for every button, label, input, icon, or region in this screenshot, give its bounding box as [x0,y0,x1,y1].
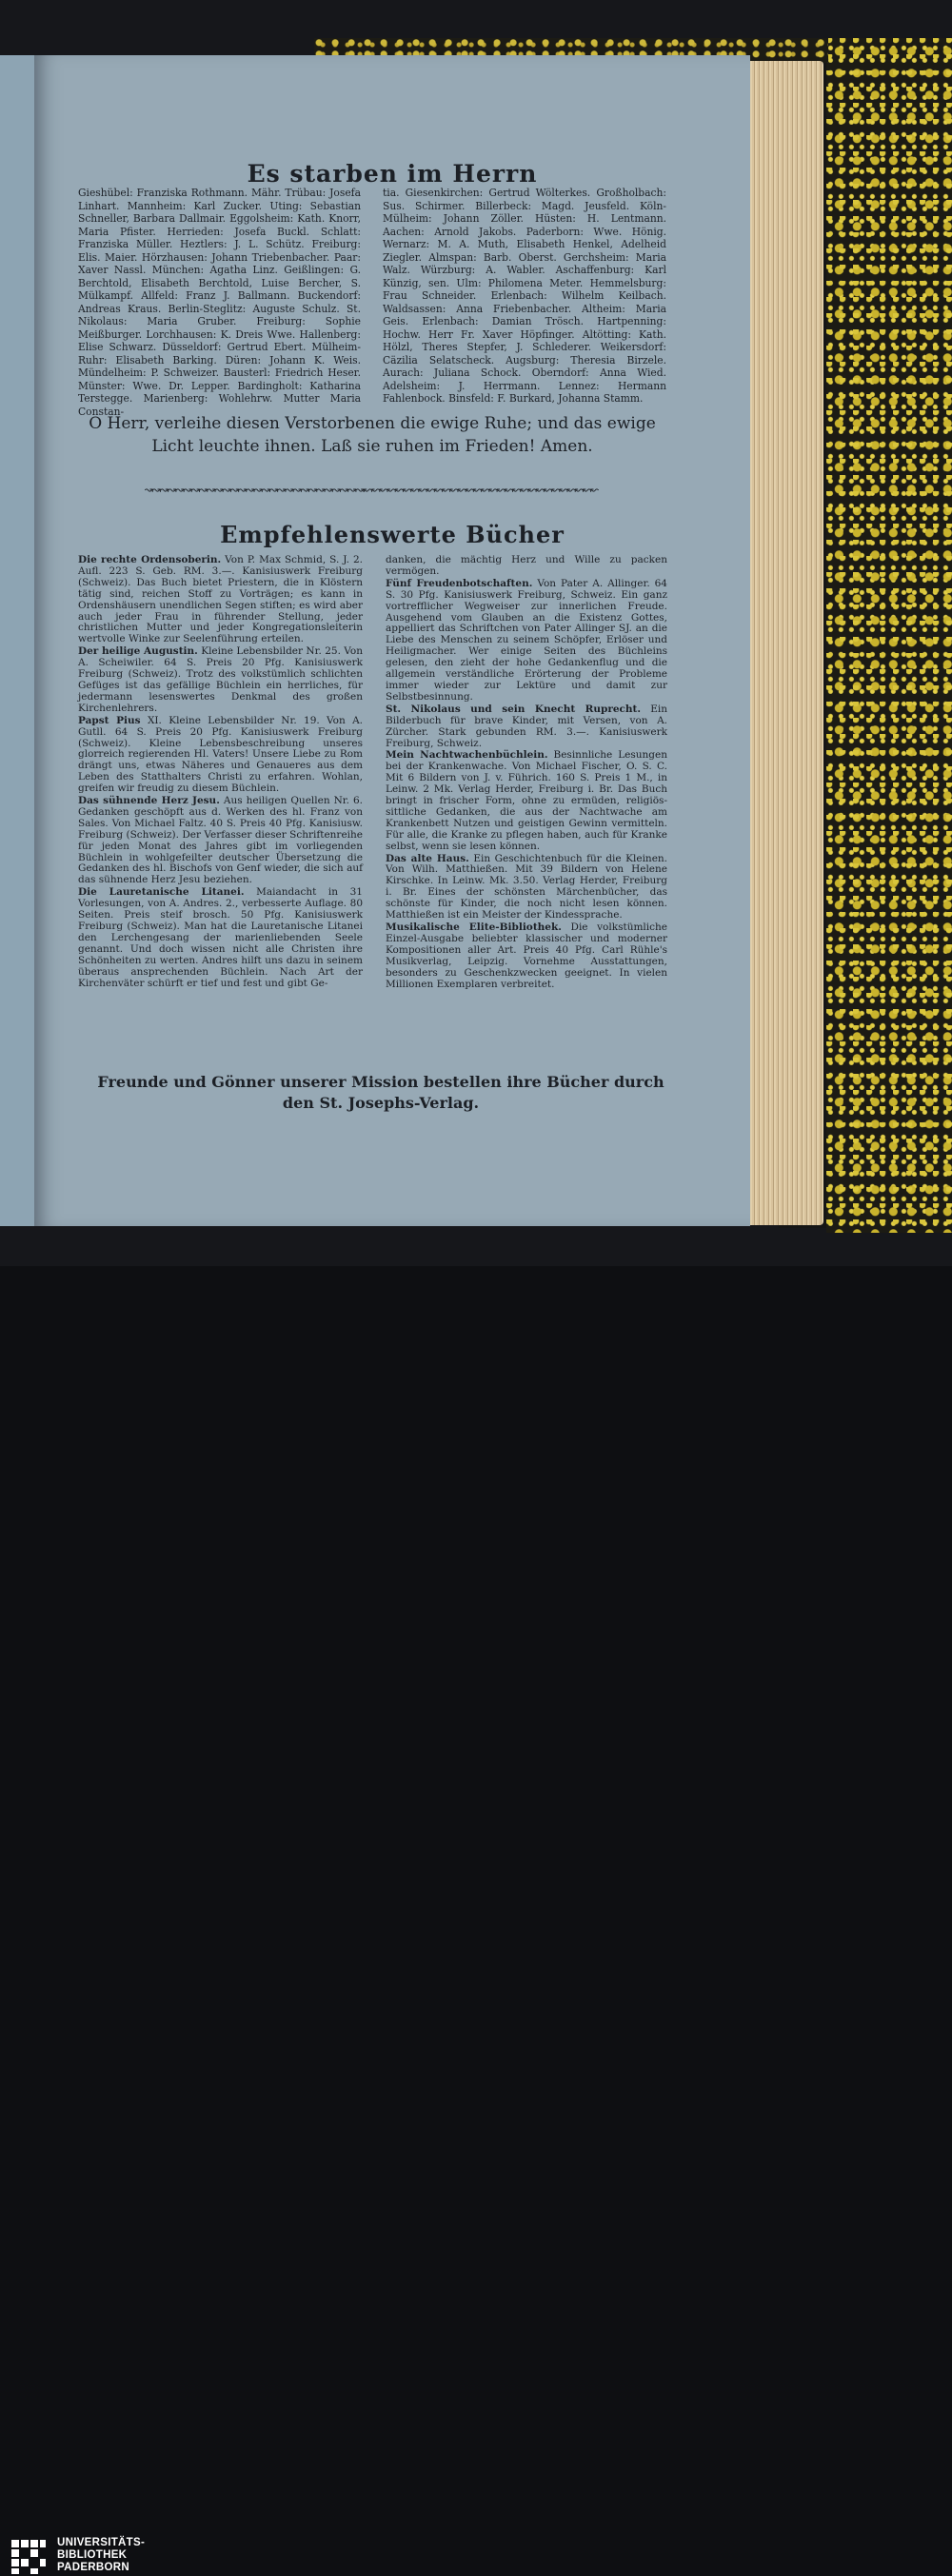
book-description: Ein Bilderbuch für brave Kinder, mit Versen, von A. Zürcher. Stark gebunden RM. 3.—. Kanisiuswerk Freiburg, Schweiz. [386,703,667,749]
death-notices-right-column: tia. Giesenkirchen: Gertrud Wölterkes. Großholbach: Sus. Schirmer. Billerbeck: Magd. Jeusfeld. Köln-Mülheim: Johann Zöller. Hüsten: H. Lentmann. Aachen: Arnold Jakobs. Paderborn: Wwe. Hönig. Wernarz: M. A. Muth, Elisabeth Henkel, Adelheid Ziegler. Almspan: Barb. Oberst. Gerchsheim: Maria Walz. Würzburg: A. Wabler. Aschaffenburg: Karl Künzig, sen. Ulm: Philomena Meter. Hemmelsburg: Frau Schneider. Erlenbach: Wilhelm Keilbach. Waldsassen: Anna Friebenbacher. Altheim: Maria Geis. Erlenbach: Damian Trösch. Hartpenning: Hochw. Herr Fr. Xaver Höpfinger. Altötting: Kath. Hölzl, Theres Stepfer, J. Schlederer. Weikersdorf: Cäzilia Selatscheck. Augsburg: Theresia Birzele. Aurach: Juliana Schock. Oberndorf: Anna Wied. Adelsheim: J. Herrmann. Lennez: Hermann Fahlenbock. Binsfeld: F. Burkard, Johanna Stamm. [383,187,666,405]
left-page-edge [0,55,34,1226]
book-description: Besinnliche Lesungen bei der Krankenwache. Von Michael Fischer, O. S. C. Mit 6 Bildern von J. v. Führich. 160 S. Preis 1 M., in Leinw. 2 Mk. Verlag Herder, Freiburg i. Br. Das Buch bringt in frischer Form, ohne zu ermüden, religiös-sittliche Gedanken, die aus der Nachtwache am Krankenbett Nutzen und geistigen Gewinn vermitteln. Für alle, die Kranke zu pflegen haben, auch für Kranke selbst, wenn sie lesen können. [386,749,667,852]
ornamental-divider: ↝↝↝↝↝↝↝↝↝↝↝↝↝↝↝↝↝↝↝↝↝↝↝↝↝↝↝↝↜↜↜↜↜↜↜↜↜↜↜↜↜↜↜↜↜↜↜↜↜↜↜↜↜↜↜↜↜↜ [144,484,599,496]
death-notices-title: Es starben im Herrn [247,160,538,188]
book-entry [386,854,667,921]
book-description: Kleine Lebensbilder Nr. 25. Von A. Scheiwiler. 64 S. Preis 20 Pfg. Kanisiuswerk Freiburg (Schweiz). Trotz des volkstümlich schlichten Gefüges ist das gefällige Büchlein ein herrliches, für jedermann lesenswertes Denkmal des großen Kirchenlehrers. [78,645,363,714]
book-entry [386,704,667,750]
book-description: Maiandacht in 31 Vorlesungen, von A. Andres. 2., verbesserte Auflage. 80 Seiten. Preis steif brosch. 50 Pfg. Kanisiuswerk Freiburg (Schweiz). Man hat die Lauretanische Litanei den Lerchengesang der marienliebenden Seele genannt. Und doch wissen nicht alle Christen ihre Schönheiten zu werten. Andres hilft uns dazu in seinem überaus ansprechenden Büchlein. Nach Art der Kirchenväter schürft er tief und fest und gibt Ge- [78,886,363,989]
books-right-column [386,555,667,991]
books-left-column [78,555,363,990]
institution-line-1: UNIVERSITÄTS- [57,2537,146,2548]
closing-notice: Freunde und Gönner unserer Mission bestellen ihre Bücher durch den St. Josephs-Verlag. [97,1073,664,1112]
book-entry [386,579,667,703]
book-description: Ein Geschichtenbuch für die Kleinen. Von Wilh. Matthießen. Mit 39 Bildern von Helene Kirschke. In Leinw. Mk. 3.50. Verlag Herder, Freiburg i. Br. Eines der schönsten Märchenbücher, das schönste für Kinder, die noch nicht lesen können. Matthießen ist ein Meister der Kindessprache. [386,852,668,921]
book-title: Mein Nachtwachenbüchlein. [386,749,548,762]
institution-line-3: PADERBORN [57,2562,129,2573]
book-title: Papst Pius [78,714,141,726]
library-footer [0,1266,952,2573]
book-title: Das sühnende Herz Jesu. [78,795,220,807]
book-title: St. Nikolaus und sein Knecht Ruprecht. [386,703,642,715]
library-logo-icon [10,2538,48,2576]
book-entry [78,887,363,989]
marbled-cover [826,38,952,1233]
book-description: danken, die mächtig Herz und Wille zu packen vermögen. [386,554,667,577]
book-entry [78,716,363,795]
book-title: Fünf Freudenbotschaften. [386,577,533,589]
book-entry [386,922,667,990]
book-title: Die Lauretanische Litanei. [78,886,245,899]
death-notices-left-column: Gieshübel: Franziska Rothmann. Mähr. Trübau: Josefa Linhart. Mannheim: Karl Zucker. Uting: Sebastian Schneller, Barbara Dallmair. Eggolsheim: Kath. Knorr, Maria Pfister. Herrieden: Josefa Buckl. Schlatt: Franziska Müller. Heztlers: J. L. Schütz. Freiburg: Elis. Maier. Hörzhausen: Johann Triebenbacher. Paar: Xaver Nassl. München: Agatha Linz. Geißlingen: G. Berchtold, Elisabeth Berchtold, Luise Bercher, S. Mülkampf. Allfeld: Franz J. Ballmann. Buckendorf: Andreas Kraus. Berlin-Steglitz: Auguste Schulz. St. Nikolaus: Maria Gruber. Freiburg: Sophie Meißburger. Lorchhausen: K. Dreis Wwe. Hallenberg: Elise Schwarz. Düsseldorf: Gertrud Ebert. Mülheim-Ruhr: Elisabeth Barking. Düren: Johann K. Weis. Mündelheim: P. Schweizer. Bausterl: Friedrich Heser. Münster: Wwe. Dr. Lepper. Bardingholt: Katharina Terstegge. Marienberg: Wohlehrw. Mutter Maria Constan- [78,187,361,418]
book-entry [78,796,363,886]
book-description: Die volkstümliche Einzel-Ausgabe beliebter klassischer und moderner Kompositionen aller Art. Preis 40 Pfg. Carl Rühle's Musikverlag, Leipzig. Vornehme Ausstattungen, besonders zu Geschenkzwecken geeignet. In vielen Millionen Exemplaren verbreitet. [386,921,668,990]
book-entry [386,555,667,578]
book-entry [78,646,363,714]
book-title: Musikalische Elite-Bibliothek. [386,921,562,933]
prayer-text: O Herr, verleihe diesen Verstorbenen die ewige Ruhe; und das ewige Licht leuchte ihnen. Laß sie ruhen im Frieden! Amen. [89,414,656,456]
book-entry [78,555,363,645]
book-entry [386,750,667,852]
book-title: Das alte Haus. [386,852,469,864]
books-title: Empfehlenswerte Bücher [220,521,565,548]
book-title: Die rechte Ordensoberin. [78,554,222,565]
book-description: XI. Kleine Lebensbilder Nr. 19. Von A. Gutll. 64 S. Preis 20 Pfg. Kanisiuswerk Freiburg (Schweiz). Kleine Lebensbeschreibung unseres glorreich regierenden Hl. Vaters! Unsere Liebe zu Rom drängt uns, etwas Näheres und Genaueres aus dem Leben des Statthalters Christi zu erfahren. Wohlan, greifen wir freudig zu diesem Büchlein. [78,714,363,795]
scan-background [0,0,952,1266]
book-description: Aus heiligen Quellen Nr. 6. Gedanken geschöpft aus d. Werken des hl. Franz von Sales. Von Michael Faltz. 40 S. Preis 40 Pfg. Kanisiusw. Freiburg (Schweiz). Der Verfasser dieser Schriftenreihe für jeden Monat des Jahres gibt im vorliegenden Büchlein in wohlgefeilter deutscher Übersetzung die Gedanken des hl. Bischofs von Genf wieder, die sich auf das sühnende Herz Jesu beziehen. [78,795,363,886]
book-description: Von Pater A. Allinger. 64 S. 30 Pfg. Kanisiuswerk Freiburg, Schweiz. Ein ganz vortrefflicher Wegweiser zur innerlichen Freude. Ausgehend vom Glauben an die Existenz Gottes, appelliert das Schriftchen von Pater Allinger SJ. an die Liebe des Menschen zu seinem Schöpfer, Erlöser und Heiligmacher. Wer einige Seiten des Büchleins gelesen, den zieht der hohe Gedankenflug und die allgemein verständliche Erörterung der Probleme immer wieder zur Lektüre und damit zur Selbstbesinnung. [386,577,667,703]
page-edges [747,61,823,1225]
institution-line-2: BIBLIOTHEK [57,2549,128,2561]
book-description: Von P. Max Schmid, S. J. 2. Aufl. 223 S. Geb. RM. 3.—. Kanisiuswerk Freiburg (Schweiz). Das Buch bietet Priestern, die in Klöstern tätig sind, reichen Stoff zu Vorträgen; es kann in Ordenshäusern unendlichen Segen stiften; es wird aber auch jeder Frau in führender Stellung, jeder christlichen Mutter und jeder Kongregationsleiterin wertvolle Winke zur Seelenführung erteilen. [78,554,363,645]
book-title: Der heilige Augustin. [78,645,198,658]
institution-name [57,2537,145,2574]
